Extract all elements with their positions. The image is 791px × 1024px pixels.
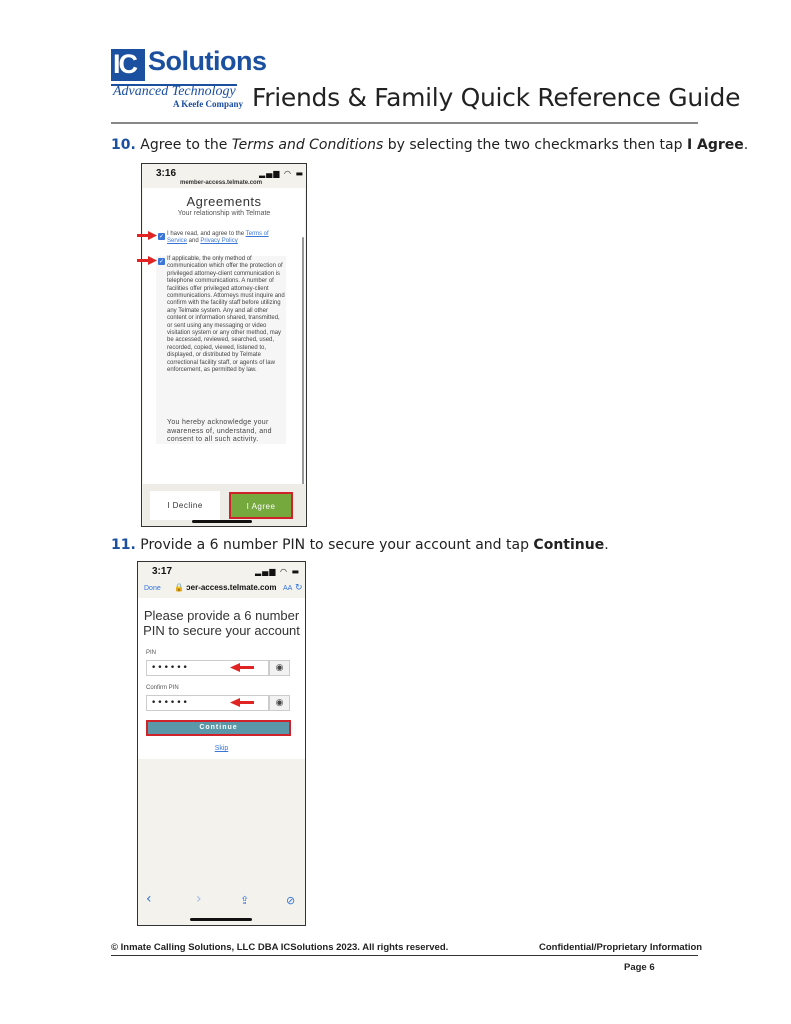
pin-title-line1: Please provide a 6 number xyxy=(143,608,300,623)
agree-button[interactable]: I Agree xyxy=(229,492,293,519)
logo-subtitle: A Keefe Company xyxy=(173,99,243,109)
step-text: by selecting the two checkmarks then tap xyxy=(383,137,687,153)
terms-checkbox-label xyxy=(167,231,283,246)
forward-icon[interactable]: › xyxy=(196,891,202,907)
footer-confidential: Confidential/Proprietary Information xyxy=(539,942,703,953)
pin-title-line2: PIN to secure your account xyxy=(143,623,300,638)
red-arrow-icon xyxy=(230,663,254,672)
status-icons: ▂▄▆ ◠ ▬ xyxy=(255,567,301,576)
step-text: Provide a 6 number PIN to secure your account and tap xyxy=(140,537,534,553)
status-time: 3:16 xyxy=(156,168,177,179)
red-arrow-icon xyxy=(230,698,254,707)
step-text-bold: Continue xyxy=(533,537,605,553)
pin-screenshot xyxy=(137,561,306,926)
document-title: Friends & Family Quick Reference Guide xyxy=(252,83,741,112)
terms-checkbox[interactable]: ✓ xyxy=(158,233,165,240)
confirm-pin-input[interactable]: •••••• xyxy=(146,695,269,711)
step-11-instruction xyxy=(111,537,609,553)
step-text-italic: Terms and Conditions xyxy=(231,137,384,153)
acknowledge-text: You hereby acknowledge your awareness of, understand, and consent to all such activity. xyxy=(167,419,272,443)
scrollbar[interactable] xyxy=(302,237,304,497)
step-10-instruction xyxy=(111,137,748,153)
compass-icon[interactable]: ⊘ xyxy=(286,894,296,907)
url-bar[interactable]: 🔒 ɔer-access.telmate.com xyxy=(174,583,277,592)
pin-input[interactable]: •••••• xyxy=(146,660,269,676)
eye-icon[interactable]: ◉ xyxy=(269,660,290,676)
step-text: . xyxy=(604,537,609,553)
step-text-bold: I Agree xyxy=(686,137,744,153)
logo-ic-text: IC xyxy=(113,49,136,79)
red-arrow-icon xyxy=(137,256,157,265)
eye-icon[interactable]: ◉ xyxy=(269,695,290,711)
back-icon[interactable]: ‹ xyxy=(146,891,152,907)
page-number: Page 6 xyxy=(624,962,655,973)
url-text: member-access.telmate.com xyxy=(180,180,263,186)
share-icon[interactable]: ⇪ xyxy=(240,894,250,907)
terms-of-service-link[interactable]: Terms of Service xyxy=(167,231,269,245)
agreements-subtitle: Your relationship with Telmate xyxy=(177,210,271,217)
attorney-checkbox[interactable]: ✓ xyxy=(158,258,165,265)
confirm-pin-label: Confirm PIN xyxy=(146,685,179,691)
pin-label: PIN xyxy=(146,650,157,656)
footer-copyright: © Inmate Calling Solutions, LLC DBA ICSolutions 2023. All rights reserved. xyxy=(111,942,449,953)
header-divider xyxy=(111,122,698,124)
agreements-title: Agreements xyxy=(186,194,262,209)
home-indicator xyxy=(192,520,252,523)
text-size-button[interactable]: AA xyxy=(283,585,293,592)
terms-text: I have read, and agree to the xyxy=(167,231,246,237)
reload-icon[interactable]: ↻ xyxy=(295,583,303,593)
terms-and-text: and xyxy=(187,238,201,245)
home-indicator xyxy=(190,918,252,921)
continue-button[interactable]: Continue xyxy=(146,720,291,736)
decline-button[interactable]: I Decline xyxy=(150,491,220,520)
icsolutions-logo xyxy=(111,46,267,109)
agreements-screenshot xyxy=(141,163,307,527)
attorney-disclaimer-text: If applicable, the only method of communication which offer the protection of privileged attorney-client communication is telephone communications. A number of facilities offer privileged attorney-client communications. Attorneys must inquire and confirm with the facility staff before utilizing any Telmate system. Any and all other content or information shared, transmitted, or sent using any messaging or video visitation system or any other method, may be accessed, reviewed, searched, used, recorded, copied, viewed, listened to, displayed, or distributed by Telmate correctional facility staff, or agents of law enforcement, as permitted by law. xyxy=(167,256,285,374)
status-time: 3:17 xyxy=(152,566,173,577)
footer-divider xyxy=(111,955,698,956)
logo-name-text: Solutions xyxy=(148,46,267,76)
step-text: . xyxy=(743,137,749,153)
agreements-card xyxy=(143,188,305,527)
red-arrow-icon xyxy=(137,231,157,240)
step-number: 10. xyxy=(111,137,136,153)
skip-link[interactable]: Skip xyxy=(214,745,229,752)
status-icons: ▂▄▆ ◠ ▬ xyxy=(259,169,305,178)
step-text: Agree to the xyxy=(140,137,232,153)
privacy-policy-link[interactable]: Privacy Policy xyxy=(200,238,238,245)
done-button[interactable]: Done xyxy=(144,585,161,592)
step-number: 11. xyxy=(111,537,136,553)
logo-tagline: Advanced Technology xyxy=(113,84,236,99)
